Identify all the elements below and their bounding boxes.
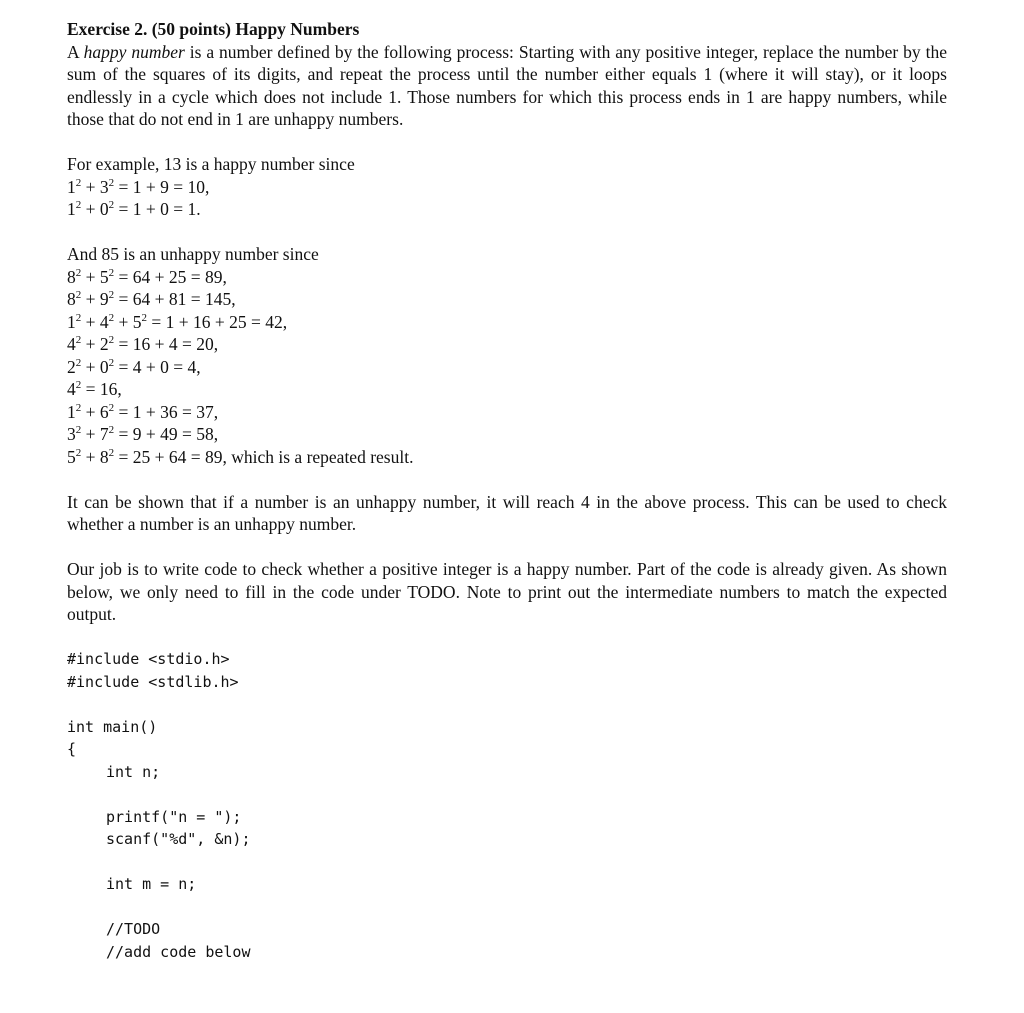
plus-sign: +: [81, 424, 100, 444]
exponent: 2: [108, 199, 115, 211]
exponent: 2: [75, 176, 82, 189]
unhappy-note-paragraph: It can be shown that if a number is an unhappy number, it will reach 4 in the above process. This can be used to check whether a number is an unhappy number.: [67, 491, 947, 534]
exponent: 2: [108, 289, 115, 301]
digit-base: 0: [99, 199, 109, 219]
digit-base: 8: [67, 266, 76, 287]
unhappy-equation-line: [67, 311, 947, 334]
exponent: 2: [75, 311, 82, 324]
plus-sign: +: [81, 401, 100, 422]
equation-result: = 4 + 0 = 4,: [114, 356, 201, 377]
exponent: 2: [108, 266, 115, 279]
exponent: 2: [75, 356, 82, 369]
equation-result: = 25 + 64 = 89, which is a repeated result.: [114, 446, 414, 467]
equation-result: = 1 + 16 + 25 = 42,: [147, 311, 288, 332]
exercise-heading: Exercise 2. (50 points) Happy Numbers: [67, 19, 360, 39]
exponent: 2: [75, 401, 82, 414]
plus-sign: +: [114, 311, 133, 332]
plus-sign: +: [81, 446, 100, 467]
digit-base: 3: [67, 424, 76, 444]
digit-base: 3: [99, 176, 109, 197]
happy-example-intro: For example, 13 is a happy number since: [67, 154, 355, 174]
digit-base: 6: [99, 401, 109, 422]
plus-sign: +: [81, 334, 100, 354]
intro-prefix: A: [67, 41, 84, 62]
code-line-main-signature: int main(): [67, 717, 158, 736]
code-line-add-code-comment: //add code below: [106, 942, 251, 961]
exponent: 2: [108, 311, 115, 324]
code-line-include-stdlib: #include <stdlib.h>: [67, 672, 239, 691]
digit-base: 5: [67, 446, 76, 467]
unhappy-equation-line: [67, 356, 947, 379]
digit-base: 4: [67, 379, 76, 399]
digit-base: 1: [67, 311, 76, 332]
digit-base: 4: [67, 334, 76, 354]
exponent: 2: [75, 199, 82, 211]
unhappy-equation-line: [67, 423, 947, 446]
unhappy-equation-line: [67, 378, 947, 401]
exponent: 2: [75, 379, 82, 391]
code-line-decl-m: int m = n;: [106, 875, 197, 893]
digit-base: 1: [67, 176, 76, 197]
plus-sign: +: [81, 289, 100, 309]
plus-sign: +: [81, 266, 100, 287]
happy-equation-line: [67, 176, 947, 199]
happy-number-term: happy number: [83, 41, 185, 62]
document-page: [67, 18, 947, 963]
intro-definition: is a number defined by the following process: Starting with any positive integer, replace the number by the sum of the squares of its digits, and repeat the process until the number either equals 1 (where it will stay), or it loops endlessly in a cycle which does not include 1. Those numbers for which this process ends in 1 are happy numbers, while those that do not end in 1 are unhappy numbers.: [67, 41, 947, 129]
digit-base: 8: [99, 446, 109, 467]
unhappy-equation-line: [67, 266, 947, 289]
exponent: 2: [108, 176, 115, 189]
digit-base: 8: [67, 289, 76, 309]
code-line-open-brace: {: [67, 740, 77, 758]
plus-sign: +: [81, 311, 100, 332]
digit-base: 2: [67, 356, 76, 377]
code-blank-line: [67, 783, 947, 806]
code-line-scanf: scanf("%d", &n);: [106, 830, 251, 848]
exponent: 2: [108, 446, 115, 459]
equation-result: = 16,: [81, 379, 122, 399]
spacer: [67, 536, 947, 559]
digit-base: 4: [99, 311, 109, 332]
happy-equation-line: [67, 198, 947, 221]
code-listing: [67, 648, 947, 963]
code-blank-line: [67, 851, 947, 874]
unhappy-equation-line: [67, 446, 947, 469]
plus-sign: +: [81, 176, 100, 197]
code-line-decl-n: int n;: [106, 762, 161, 781]
happy-example-lines: [67, 176, 947, 221]
digit-base: 2: [99, 334, 109, 354]
exponent: 2: [75, 424, 82, 436]
plus-sign: +: [81, 199, 100, 219]
plus-sign: +: [81, 356, 100, 377]
exponent: 2: [75, 266, 82, 279]
exponent: 2: [141, 311, 147, 324]
code-line-include-stdio: #include <stdio.h>: [67, 650, 230, 668]
exponent: 2: [75, 334, 82, 346]
code-line-printf: printf("n = ");: [106, 807, 242, 826]
exponent: 2: [108, 334, 115, 346]
digit-base: 7: [99, 424, 109, 444]
equation-result: = 1 + 36 = 37,: [114, 401, 219, 422]
equation-result: = 64 + 25 = 89,: [114, 266, 227, 287]
unhappy-example-lines: [67, 266, 947, 469]
equation-result: = 16 + 4 = 20,: [114, 334, 219, 354]
unhappy-equation-line: [67, 288, 947, 311]
happy-example-block: [67, 153, 947, 221]
equation-result: = 1 + 0 = 1.: [114, 199, 201, 219]
digit-base: 1: [67, 401, 76, 422]
spacer: [67, 468, 947, 491]
digit-base: 0: [99, 356, 109, 377]
exercise-intro-paragraph: [67, 18, 947, 131]
digit-base: 5: [99, 266, 109, 287]
equation-result: = 1 + 9 = 10,: [114, 176, 210, 197]
spacer: [67, 626, 947, 649]
equation-result: = 9 + 49 = 58,: [114, 424, 219, 444]
code-line-todo-comment: //TODO: [106, 920, 161, 938]
exponent: 2: [108, 356, 115, 369]
unhappy-equation-line: [67, 333, 947, 356]
spacer: [67, 131, 947, 154]
job-paragraph: Our job is to write code to check whether a positive integer is a happy number. Part of the code is already given. As shown below, we only need to fill in the code under TODO. Note to print out the intermediate numbers to match the expected output.: [67, 559, 947, 624]
spacer: [67, 221, 947, 244]
digit-base: 5: [132, 311, 142, 332]
code-blank-line: [67, 693, 947, 716]
exponent: 2: [75, 446, 82, 459]
unhappy-equation-line: [67, 401, 947, 424]
digit-base: 1: [67, 199, 76, 219]
exponent: 2: [108, 401, 115, 414]
digit-base: 9: [99, 289, 109, 309]
code-blank-line: [67, 896, 947, 919]
unhappy-example-intro: And 85 is an unhappy number since: [67, 244, 319, 264]
exponent: 2: [75, 289, 82, 301]
equation-result: = 64 + 81 = 145,: [114, 289, 236, 309]
unhappy-example-block: [67, 243, 947, 468]
exponent: 2: [108, 424, 115, 436]
